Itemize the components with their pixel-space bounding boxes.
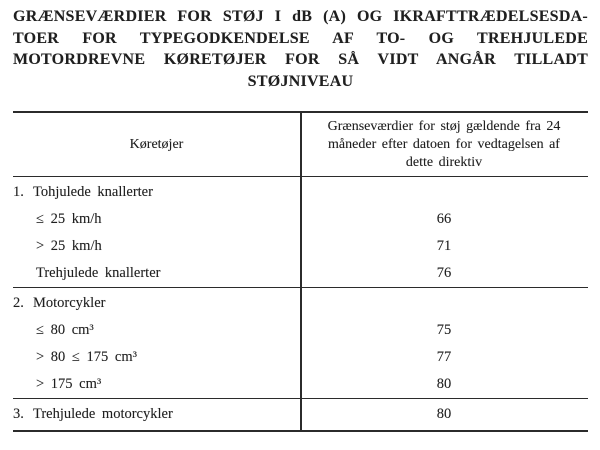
noise-limits-table	[13, 111, 588, 432]
page-title	[13, 6, 588, 92]
row-label: > 175 cm³	[36, 376, 102, 392]
section-heading-label: Motorcykler	[33, 295, 106, 311]
row-label: > 80 ≤ 175 cm³	[36, 349, 137, 365]
section-number: 1.	[13, 184, 24, 200]
section-heading	[13, 406, 300, 423]
row-label: > 25 km/h	[36, 238, 102, 254]
row-value: 80	[436, 376, 452, 392]
title-line-1: GRÆNSEVÆRDIER FOR STØJ I dB (A) OG IKRAFTTRÆDELSESDA-	[13, 8, 588, 25]
row-value: 66	[436, 211, 452, 227]
title-line-4: STØJNIVEAU	[247, 72, 354, 90]
row-value: 76	[436, 265, 452, 281]
section-heading	[13, 184, 300, 201]
row-label: ≤ 80 cm³	[36, 322, 94, 338]
row-value: 80	[436, 406, 452, 422]
section-heading-label: Trehjulede motorcykler	[33, 406, 173, 422]
title-line-2: TOER FOR TYPEGODKENDELSE AF TO- OG TREHJULEDE	[13, 29, 588, 47]
row-label: Trehjulede knallerter	[36, 265, 161, 281]
section-number: 3.	[13, 406, 24, 422]
row-value: 71	[436, 238, 452, 254]
row-label: ≤ 25 km/h	[36, 211, 102, 227]
row-value: 77	[436, 349, 452, 365]
section-heading-label: Tohjulede knallerter	[33, 184, 153, 200]
section-heading	[13, 295, 300, 312]
row-value: 75	[436, 322, 452, 338]
header-cell-vehicles: Køretøjer	[129, 136, 184, 152]
header-cell-limit-values: Grænseværdier for støj gældende fra 24 måneder efter datoen for vedtagelsen af dette direktiv	[327, 118, 561, 170]
section-number: 2.	[13, 295, 24, 311]
column-divider	[300, 113, 302, 430]
title-line-3: MOTORDREVNE KØRETØJER FOR SÅ VIDT ANGÅR TILLADT	[13, 51, 588, 68]
